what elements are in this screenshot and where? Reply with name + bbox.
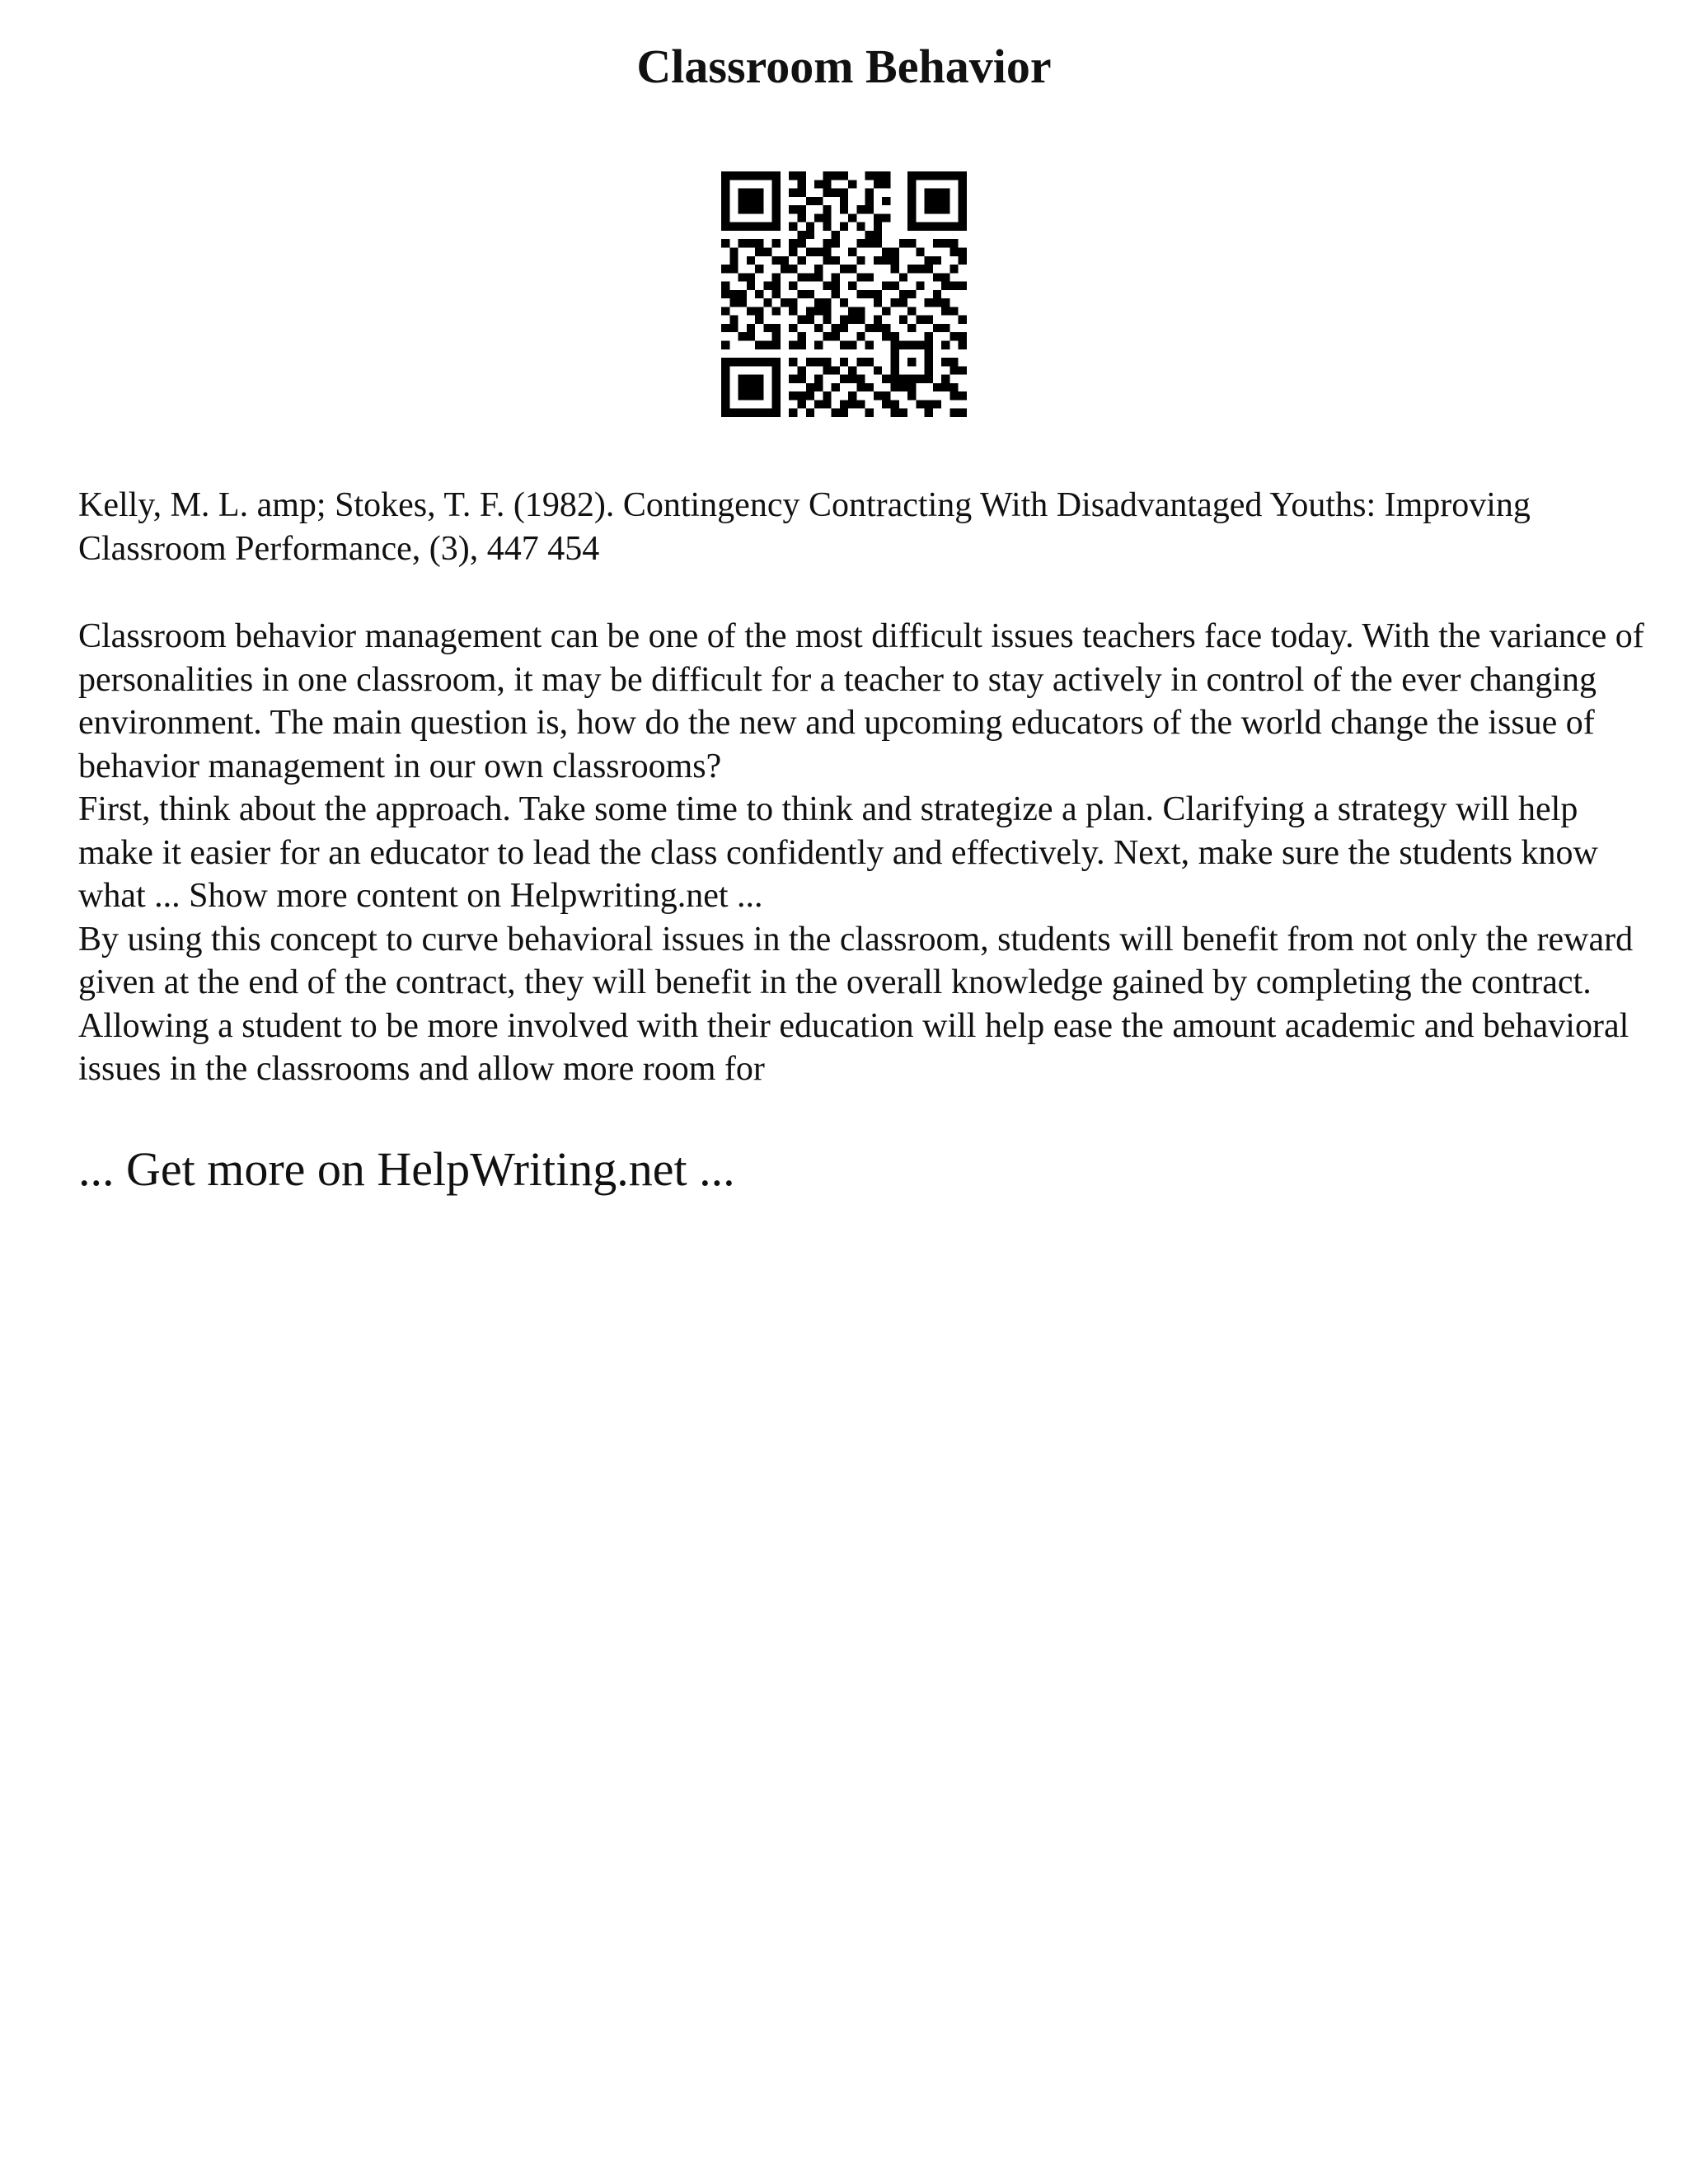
paragraph-3: By using this concept to curve behavioral issues in the classroom, students will benefit from not only the reward given at the end of the contract, they will benefit in the overall knowledge gained by completing the contract. Allowing a student to be more involved with their education will help ease the amount academic and behavioral issues in the classrooms and allow more room for [78,920,1634,1088]
qr-code-image [721,171,967,417]
body-paragraphs [78,615,1644,1091]
paragraph-2: First, think about the approach. Take some time to think and strategize a plan. Clarifying a strategy will help make it easier for an educator to lead the class confidently and effectively. Next, make sure the students know what ... Show more content on Helpwriting.net ... [78,790,1598,915]
document-title: Classroom Behavior [636,40,1052,93]
citation-text: Kelly, M. L. amp; Stokes, T. F. (1982). Contingency Contracting With Disadvantaged Youths: Improving Classroom Performance, (3), 447 454 [78,486,1531,568]
qr-code-graphic [721,171,967,417]
paragraph-1: Classroom behavior management can be one of the most difficult issues teachers face today. With the variance of personalities in one classroom, it may be difficult for a teacher to stay actively in control of the ever changing environment. The main question is, how do the new and upcoming educators of the world change the issue of behavior management in our own classrooms? [78,617,1644,785]
get-more-link[interactable]: ... Get more on HelpWriting.net ... [78,1142,735,1196]
